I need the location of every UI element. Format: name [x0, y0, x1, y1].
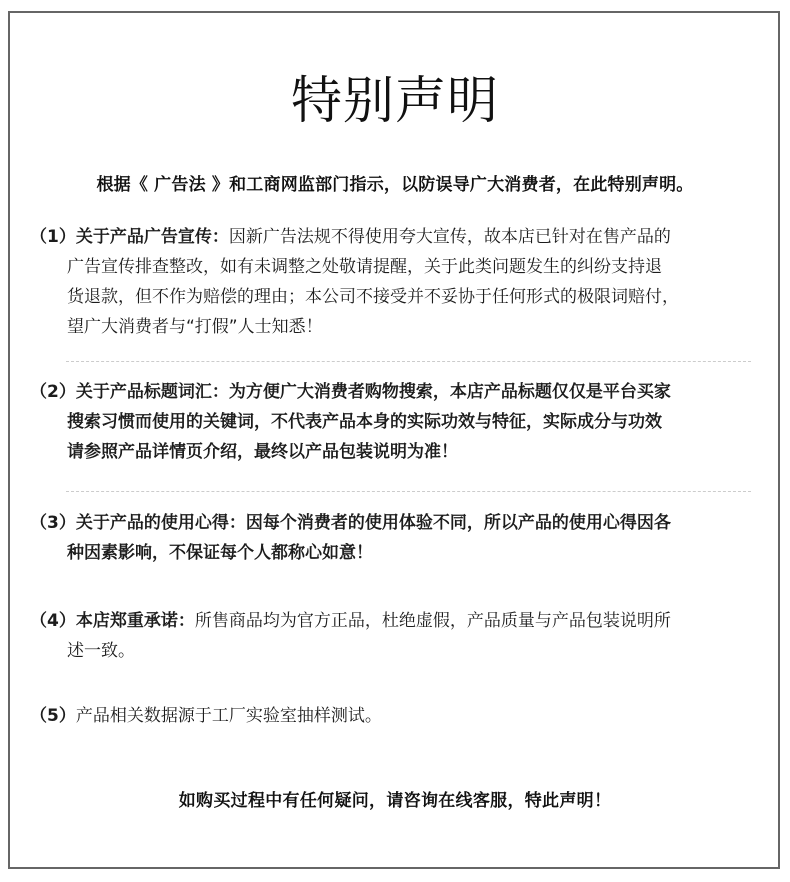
section-line: 搜索习惯而使用的关键词，不代表产品本身的实际功效与特征，实际成分与功效	[67, 412, 662, 432]
section-line	[30, 606, 765, 636]
section-usage-experience	[30, 508, 765, 568]
section-store-promise	[30, 606, 765, 666]
closing-statement: 如购买过程中有任何疑问，请咨询在线客服，特此声明！	[178, 791, 612, 811]
section-text: 因每个消费者的使用体验不同，所以产品的使用心得因各	[245, 513, 671, 533]
page-title: 特别声明	[290, 72, 499, 131]
section-heading: （4）本店郑重承诺：	[30, 611, 195, 631]
section-heading: （2）关于产品标题词汇：	[30, 382, 229, 402]
section-line: 种因素影响，不保证每个人都称心如意！	[67, 543, 373, 563]
section-divider	[66, 361, 751, 362]
section-line: 望广大消费者与“打假”人士知悉！	[67, 317, 323, 337]
section-divider	[66, 491, 751, 492]
section-line	[30, 222, 765, 252]
section-text: 所售商品均为官方正品，杜绝虚假，产品质量与产品包装说明所	[194, 611, 671, 631]
section-text: 产品相关数据源于工厂实验室抽样测试。	[75, 706, 382, 726]
section-heading: （5）	[30, 706, 76, 726]
section-title-keywords	[30, 377, 765, 467]
section-line: 述一致。	[67, 641, 135, 661]
section-line: 广告宣传排查整改，如有未调整之处敬请提醒，关于此类问题发生的纠纷支持退	[67, 257, 662, 277]
section-line: 请参照产品详情页介绍，最终以产品包装说明为准！	[67, 442, 458, 462]
section-line	[30, 701, 765, 731]
section-heading: （1）关于产品广告宣传：	[30, 227, 229, 247]
section-line: 货退款，但不作为赔偿的理由；本公司不接受并不妥协于任何形式的极限词赔付，	[67, 287, 679, 307]
section-line	[30, 508, 765, 538]
section-heading: （3）关于产品的使用心得：	[30, 513, 246, 533]
section-line	[30, 377, 765, 407]
section-text: 因新广告法规不得使用夸大宣传，故本店已针对在售产品的	[228, 227, 671, 247]
intro-statement: 根据《 广告法 》和工商网监部门指示，以防误导广大消费者，在此特别声明。	[96, 175, 694, 195]
section-advertising	[30, 222, 765, 342]
section-test-data	[30, 701, 765, 731]
section-text: 为方便广大消费者购物搜索，本店产品标题仅仅是平台买家	[228, 382, 671, 402]
